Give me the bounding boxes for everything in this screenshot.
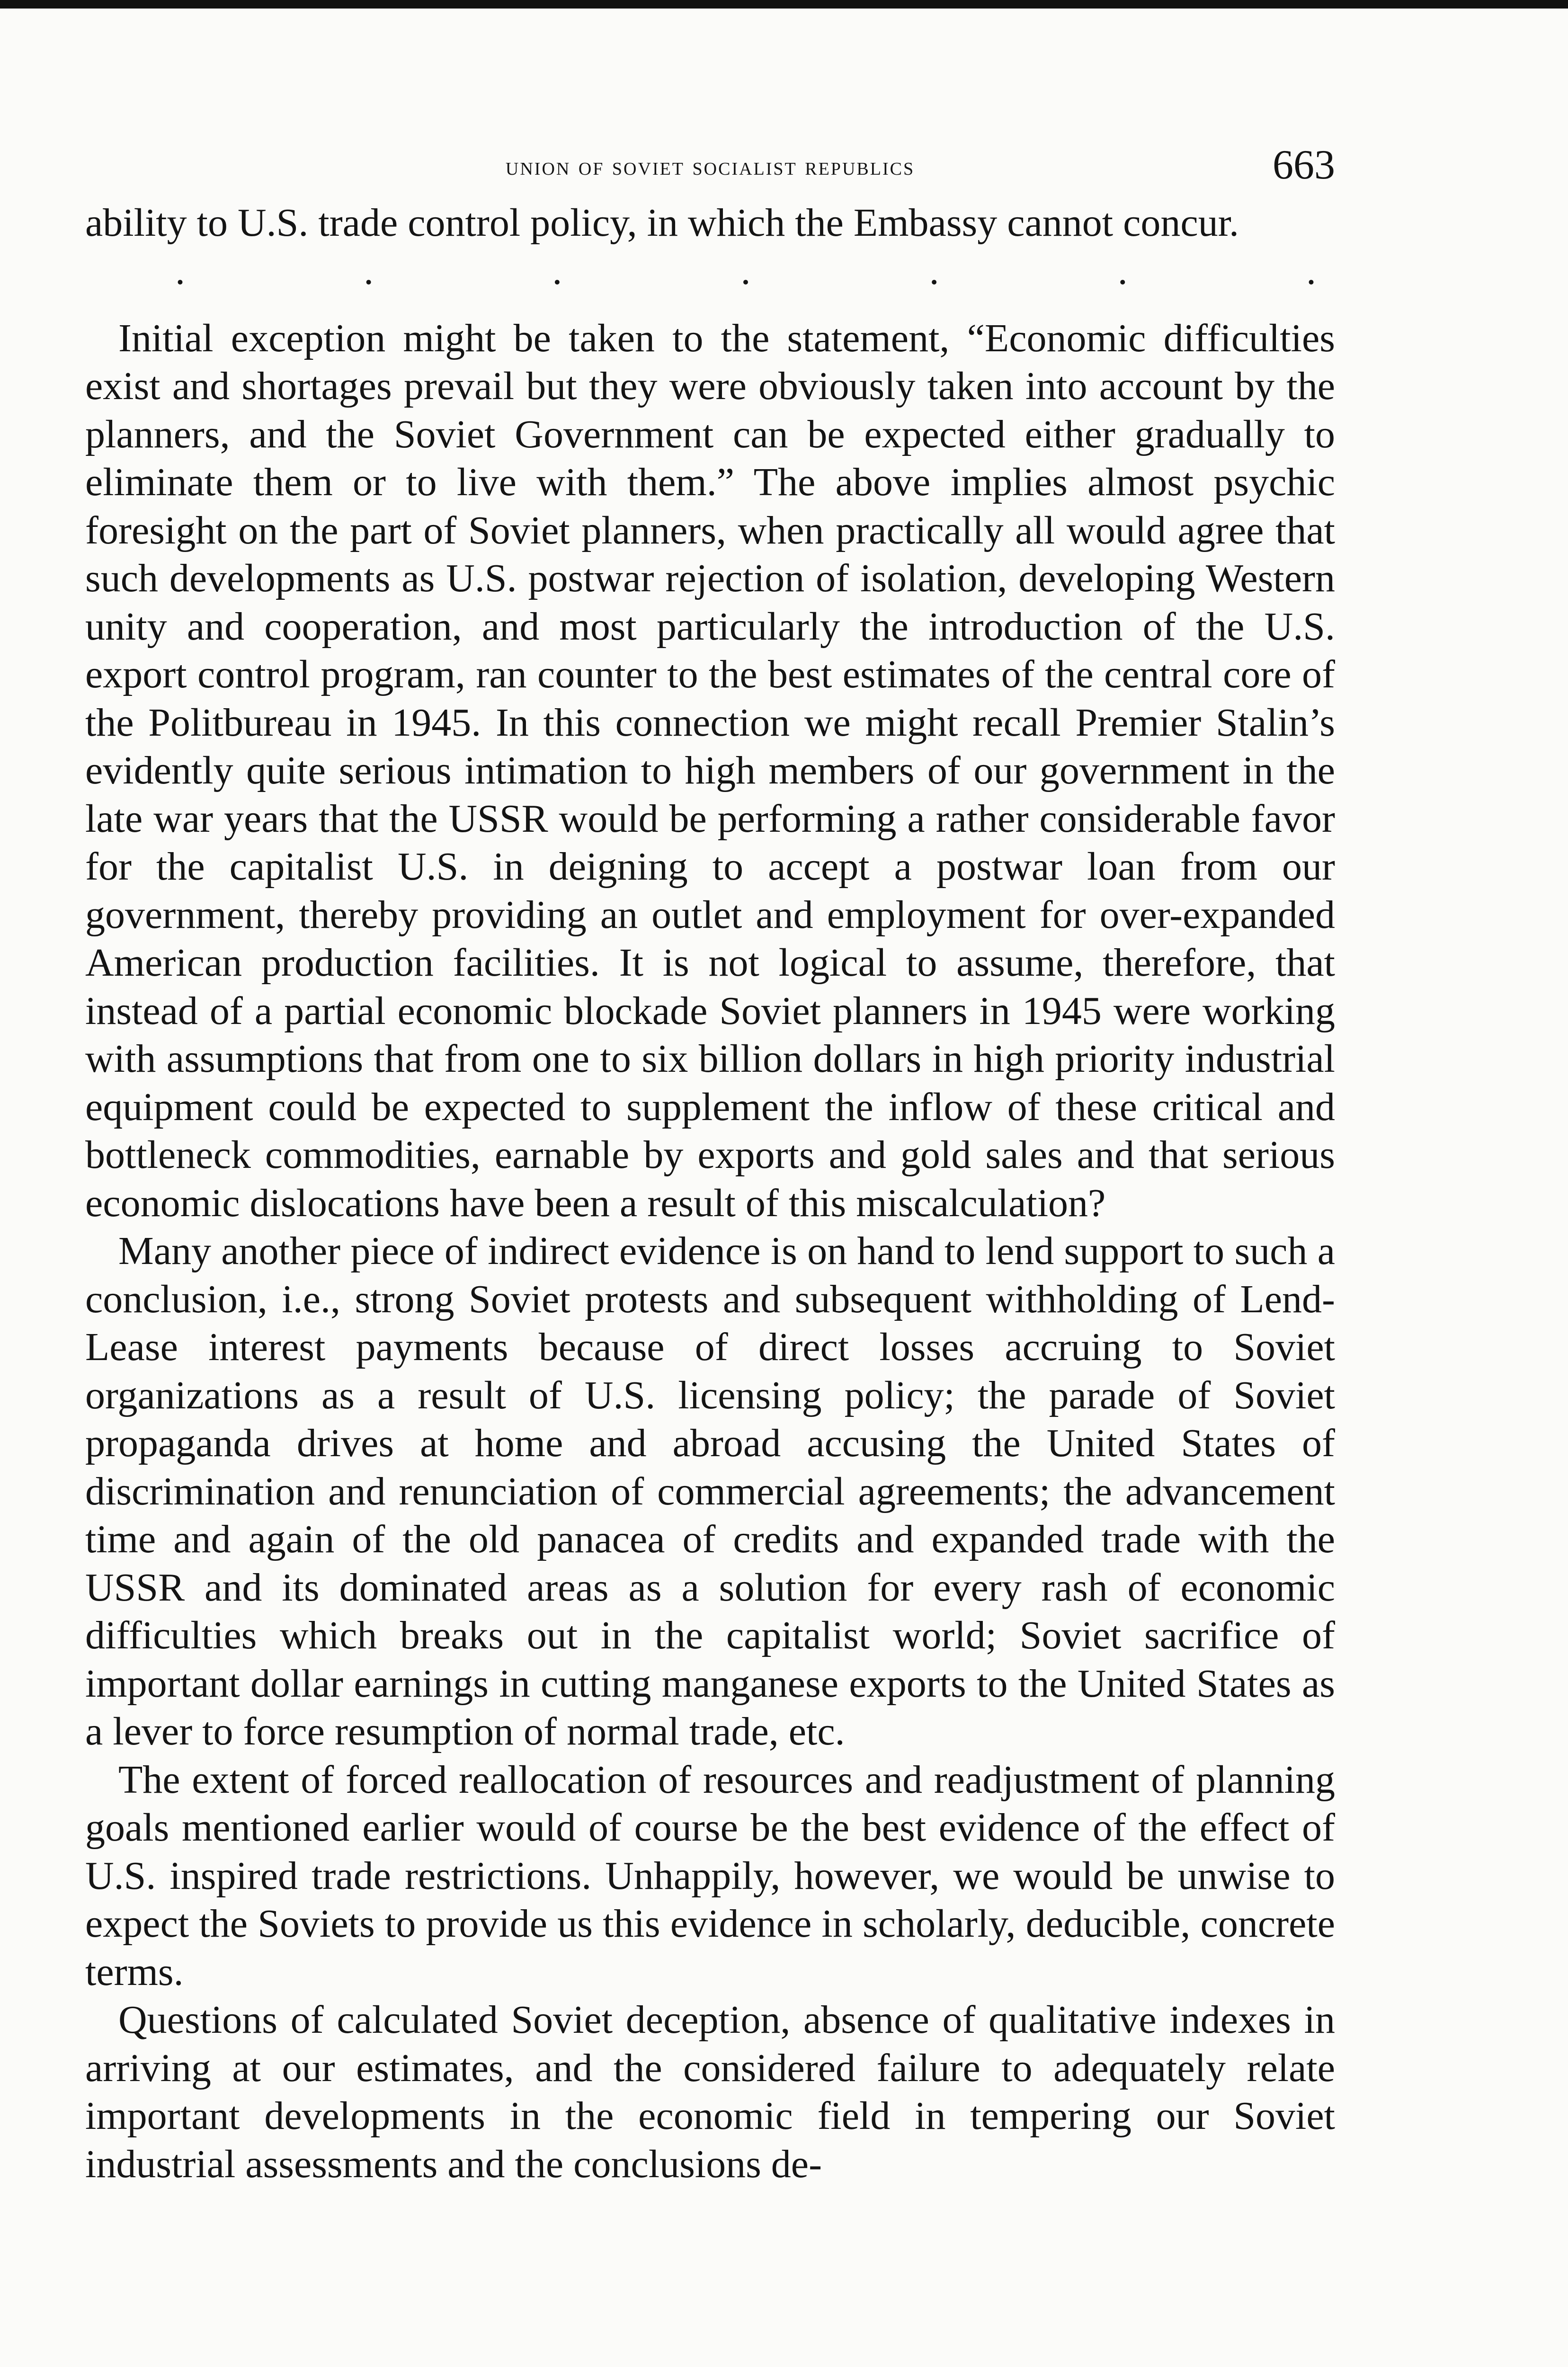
paragraph: Many another piece of indirect evidence is on hand to lend support to such a conclusion, i.e., strong Soviet protests and subsequent withholding of Lend-Lease interest payments because of direct losses accruing to Soviet organizations as a result of U.S. licensing policy; the parade of Soviet propaganda drives at home and abroad accusing the United States of discrimination and renunciation of commercial agreements; the advancement time and again of the old panacea of credits and expanded trade with the USSR and its dominated areas as a solution for every rash of economic difficulties which breaks out in the capitalist world; Soviet sacrifice of important dollar earnings in cutting manganese exports to the United States as a lever to force resumption of normal trade, etc. [85, 1229, 1335, 1753]
paragraph: The extent of forced reallocation of resources and readjustment of planning goals mentioned earlier would of course be the best evidence of the effect of U.S. inspired trade restrictions. Unhappily, however, we would be unwise to expect the Soviets to provide us this evidence in scholarly, deducible, concrete terms. [85, 1757, 1335, 1994]
ellipsis-dot: . [364, 249, 374, 293]
paragraph: Questions of calculated Soviet deception, absence of qualitative indexes in arriving at our estimates, and the considered failure to adequately relate important developments in the economic field in tempering our Soviet industrial assessments and the conclusions de- [85, 1998, 1335, 2186]
ellipsis-dot: . [175, 249, 185, 293]
ellipsis-dot: . [1117, 249, 1128, 293]
ellipsis-dot: . [929, 249, 939, 293]
top-border-rule [0, 0, 1568, 9]
paragraph-continuation: ability to U.S. trade control policy, in which the Embassy cannot concur. [85, 201, 1239, 245]
page-header [85, 128, 1335, 199]
omission-ellipsis [85, 247, 1335, 295]
document-page [85, 128, 1335, 2188]
ellipsis-dot: . [740, 249, 751, 293]
paragraph: Initial exception might be taken to the statement, “Economic difficulties exist and shortages prevail but they were obviously taken into account by the planners, and the Soviet Government can be expected either gradually to eliminate them or to live with them.” The above implies almost psychic foresight on the part of Soviet planners, when practically all would agree that such developments as U.S. postwar rejection of isolation, developing Western unity and cooperation, and most particularly the introduction of the U.S. export control program, ran counter to the best estimates of the central core of the Politbureau in 1945. In this connection we might recall Premier Stalin’s evidently quite serious intimation to high members of our government in the late war years that the USSR would be performing a rather considerable favor for the capitalist U.S. in deigning to accept a postwar loan from our government, thereby providing an outlet and employment for over-expanded American production facilities. It is not logical to assume, therefore, that instead of a partial economic blockade Soviet planners in 1945 were working with assumptions that from one to six billion dollars in high priority industrial equipment could be expected to supplement the inflow of these critical and bottleneck commodities, earnable by exports and gold sales and that serious economic dislocations have been a result of this miscalculation? [85, 316, 1335, 1225]
ellipsis-dot: . [1306, 249, 1316, 293]
body-text [85, 199, 1335, 2188]
running-title: union of soviet socialist republics [505, 152, 915, 180]
page-number: 663 [1273, 142, 1335, 188]
ellipsis-dot: . [552, 249, 562, 293]
